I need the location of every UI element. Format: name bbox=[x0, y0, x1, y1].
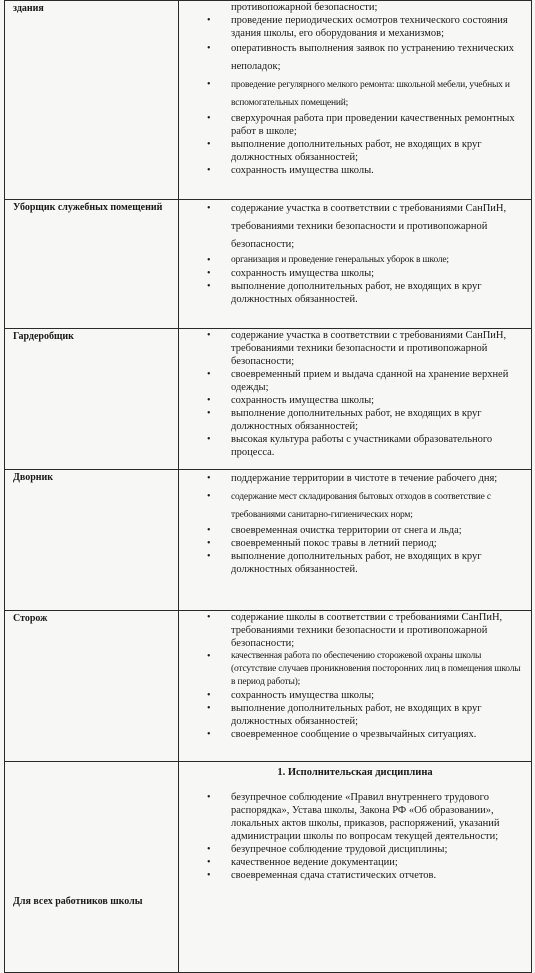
list-item: • выполнение дополнительных работ, не входящих в круг должностных обязанностей; bbox=[179, 407, 521, 433]
role-cell: здания bbox=[5, 1, 179, 200]
role-cell: Дворник bbox=[5, 470, 179, 611]
duties-cell bbox=[179, 762, 532, 973]
list-item: • своевременный покос травы в летний период; bbox=[179, 537, 521, 550]
list-item: • организация и проведение генеральных уборок в школе; bbox=[179, 254, 521, 267]
role-cell: Уборщик служебных помещений bbox=[5, 200, 179, 329]
duties-table bbox=[4, 0, 532, 973]
role-cell: Гардеробщик bbox=[5, 329, 179, 470]
role-cell: Сторож bbox=[5, 611, 179, 762]
list-item: • высокая культура работы с участниками образовательного процесса. bbox=[179, 433, 521, 459]
role-cell: Для всех работников школы bbox=[5, 762, 179, 973]
list-item: • своевременная очистка территории от снега и льда; bbox=[179, 524, 521, 537]
duties-list bbox=[179, 470, 531, 578]
list-item: • сохранность имущества школы; bbox=[179, 267, 521, 280]
list-item: противопожарной безопасности; bbox=[231, 2, 378, 13]
table-row bbox=[5, 611, 532, 762]
duties-cell bbox=[179, 1, 532, 200]
duties-list bbox=[179, 1, 531, 179]
list-item: • содержание участка в соответствии с требованиями СанПиН, требованиями техники безопасности и противопожарной безопасности; bbox=[179, 200, 521, 254]
list-item: • оперативность выполнения заявок по устранению технических неполадок; bbox=[179, 40, 521, 76]
list-item: • выполнение дополнительных работ, не входящих в круг должностных обязанностей. bbox=[179, 550, 521, 576]
duties-cell bbox=[179, 200, 532, 329]
table-row bbox=[5, 762, 532, 973]
duties-list bbox=[179, 200, 531, 308]
table-row bbox=[5, 329, 532, 470]
list-item: • сверхурочная работа при проведении качественных ремонтных работ в школе; bbox=[179, 112, 521, 138]
list-item: • качественная работа по обеспечению сторожевой охраны школы (отсутствие случаев проникновения посторонних лиц в помещения школы в период работы); bbox=[179, 650, 521, 689]
list-item: • поддержание территории в чистоте в течение рабочего дня; bbox=[179, 470, 521, 488]
section-heading: 1. Исполнительская дисциплина bbox=[277, 767, 433, 778]
list-item: • выполнение дополнительных работ, не входящих в круг должностных обязанностей. bbox=[179, 280, 521, 306]
list-item: • содержание участка в соответствии с требованиями СанПиН, требованиями техники безопасности и противопожарной безопасности; bbox=[179, 329, 521, 368]
duties-list bbox=[179, 791, 531, 884]
list-item: • сохранность имущества школы; bbox=[179, 689, 521, 702]
list-item: • сохранность имущества школы. bbox=[179, 164, 521, 177]
list-item: • проведение периодических осмотров технического состояния здания школы, его оборудования и механизмов; bbox=[179, 14, 521, 40]
list-item: • своевременное сообщение о чрезвычайных ситуациях. bbox=[179, 728, 521, 741]
list-item: • выполнение дополнительных работ, не входящих в круг должностных обязанностей; bbox=[179, 138, 521, 164]
list-item: • содержание школы в соответствии с требованиями СанПиН, требованиями техники безопасности и противопожарной безопасности; bbox=[179, 611, 521, 650]
list-item: • своевременная сдача статистических отчетов. bbox=[179, 869, 521, 882]
table-row bbox=[5, 470, 532, 611]
list-item: • выполнение дополнительных работ, не входящих в круг должностных обязанностей; bbox=[179, 702, 521, 728]
list-item: • содержание мест складирования бытовых отходов в соответствие с требованиями санитарно-гигиенических норм; bbox=[179, 488, 521, 524]
list-item: • проведение регулярного мелкого ремонта: школьной мебели, учебных и вспомогательных помещений; bbox=[179, 76, 521, 112]
list-item: • безупречное соблюдение трудовой дисциплины; bbox=[179, 843, 521, 856]
list-item: • своевременный прием и выдача сданной на хранение верхней одежды; bbox=[179, 368, 521, 394]
duties-cell bbox=[179, 329, 532, 470]
table-row bbox=[5, 1, 532, 200]
duties-list bbox=[179, 611, 531, 743]
list-item: • безупречное соблюдение «Правил внутреннего трудового распорядка», Устава школы, Закона РФ «Об образовании», локальных актов школы, приказов, распоряжений, указаний администрации школы по вопросам текущей деятельности; bbox=[179, 791, 521, 843]
list-item: • сохранность имущества школы; bbox=[179, 394, 521, 407]
duties-list bbox=[179, 329, 531, 461]
duties-cell bbox=[179, 611, 532, 762]
table-row bbox=[5, 200, 532, 329]
duties-cell bbox=[179, 470, 532, 611]
list-item: • качественное ведение документации; bbox=[179, 856, 521, 869]
